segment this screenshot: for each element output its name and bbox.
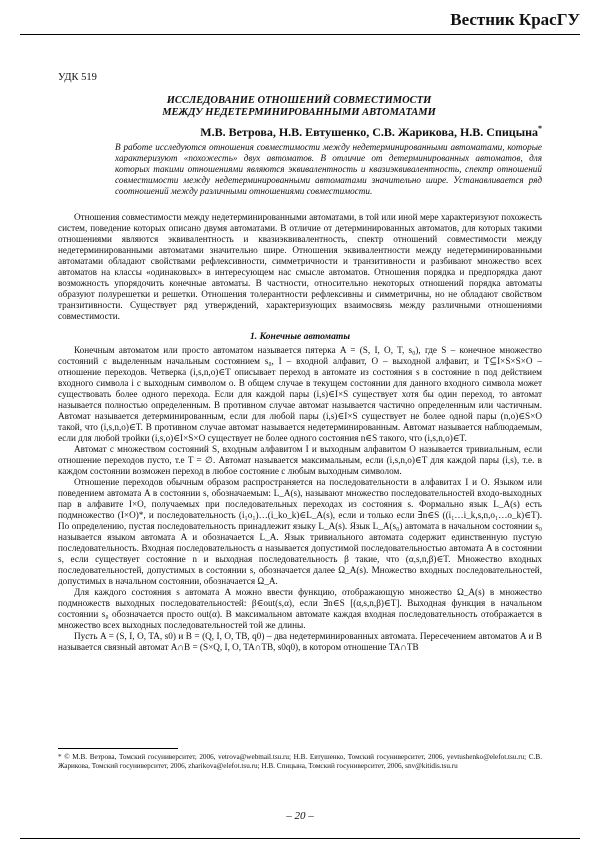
paragraph-4: Для каждого состояния s автомата A можно ввести функцию, отображающую множество Ω_A(s) в множество подмножеств выходных последовательностей: β∈out(s,α), если ∃n∈S [(α,s,n,β)∈T]. Выходная функция в начальном состоянии s₀ обозначается просто out(α). В максимальном автомате каждая входная последовательность отображается в множество всех выходных последовательностей той же длины. — [58, 587, 542, 630]
abstract: В работе исследуются отношения совместимости между недетерминированными автоматами, которые характеризуют «похожесть» двух автоматов. В отличие от детерминированных автоматов, для которых такими отношениями являются эквивалентность и квазиэквивалентность, спектр отношений совместимости между недетерминированными автоматами значительно шире. Устанавливается ряд соотношений между различными отношениями совместимости. — [115, 142, 542, 196]
section-title: 1. Конечные автоматы — [249, 331, 350, 342]
paragraph-2: Автомат с множеством состояний S, входным алфавитом I и выходным алфавитом O называется тривиальным, если отношение переходов пусто, т.е T = ∅. Автомат называется максимальным, если (i,s,n,o)∈T для каждой пары (i,s), т.е. в каждом состоянии возможен переход в любое состояние с любым выходным символом. — [58, 444, 542, 476]
authors-names: М.В. Ветрова, Н.В. Евтушенко, С.В. Жарикова, Н.В. Спицына — [200, 125, 538, 139]
intro-paragraph: Отношения совместимости между недетерминированными автоматами, в той или иной мере характеризуют похожесть систем, поведение которых описано двумя автоматами. В отличие от детерминированных автоматов, для которых такими отношениями являются эквивалентность и квазиэквивалентность, спектр отношений совместимости между недетерминированными автоматами значительно шире. Отношения эквивалентности между недетерминированными автоматами обладают свойствами рефлексивности, симметричности и транзитивности и разбивают множество всех автоматов на классы «одинаковых» в интересующем нас смысле автоматов. Отношения порядка и предпорядка дают возможность упорядочить конечные автоматы. В частности, относительно некоторых отношений порядка автоматы образуют полурешетки и решетки. Отношения толерантности рефлексивны и симметричны, но не обладают свойством транзитивности. Существует ряд утверждений, характеризующих взаимосвязь между различными отношениями совместимости. — [58, 212, 542, 321]
page-number: – 20 – — [286, 810, 314, 822]
article-title — [58, 95, 540, 119]
section-body — [58, 345, 542, 653]
authors — [58, 124, 542, 140]
journal-title: Вестник КрасГУ — [450, 10, 580, 29]
footnote-rule — [58, 748, 178, 749]
udk-code: УДК 519 — [58, 72, 97, 83]
paragraph-1: Конечным автоматом или просто автоматом называется пятерка A = (S, I, O, T, s₀), где S – конечное множество состояний с выделенным начальным состоянием s₀, I – входной алфавит, O – выходной алфавит, и T⊆I×S×S×O – отношение переходов. Четверка (i,s,n,o)∈T описывает переход в автомате из состояния s в состояние n под действием входного символа i с выходным символом o. В общем случае в текущем состоянии для данного входного символа может существовать более одного перехода. Если для каждой пары (i,s)∈I×S существует хотя бы один переход, то автомат называется полностью определенным. В противном случае автомат называется частично определенным или частичным. Автомат называется детерминированным, если для любой пары (i,s)∈I×S существует не более одной пары (n,o)∈S×O такой, что (i,s,n,o)∈T. В противном случае автомат называется недетерминированным. Автомат называется наблюдаемым, если для любой тройки (i,s,o)∈I×S×O существует не более одного состояния n∈S такого, что (i,s,n,o)∈T. — [58, 345, 542, 443]
top-rule — [20, 34, 580, 35]
paragraph-5: Пусть A = (S, I, O, TA, s0) и B = (Q, I, O, TB, q0) – два недетерминированных автомата. Пересечением автоматов A и B называется связный автомат A∩B = (S×Q, I, O, TA∩TB, s0q0), в котором отношение TA∩TB — [58, 631, 542, 652]
title-line-2: МЕЖДУ НЕДЕТЕРМИНИРОВАННЫМИ АВТОМАТАМИ — [162, 107, 436, 118]
authors-footnote-mark: * — [538, 124, 542, 133]
bottom-rule — [20, 838, 580, 839]
intro-text — [58, 212, 542, 322]
title-line-1: ИССЛЕДОВАНИЕ ОТНОШЕНИЙ СОВМЕСТИМОСТИ — [166, 95, 432, 106]
footnote: * © М.В. Ветрова, Томский госуниверситет, 2006, vetrova@webmail.tsu.ru; Н.В. Евтушенко, Томский госуниверситет, 2006, yevtushenko@elefot.tsu.ru; С.В. Жарикова, Томский госуниверситет, 2006, zharikova@elefot.tsu.ru; Н.В. Спицына, Томский госуниверситет, 2006, snv@kitidis.tsu.ru — [58, 753, 542, 770]
paragraph-3: Отношение переходов обычным образом распространяется на последовательности в алфавитах I и O. Языком или поведением автомата A в состоянии s, обозначаемым: L_A(s), называют множество последовательностей входо-выходных пар в алфавите I×O, получаемых при последовательных переходах из состояния s. Формально язык L_A(s) есть подмножество (I×O)*, и последовательность (i₁o₁)…(i_ko_k)∈L_A(s), если и только если ∃n∈S ((i₁…i_k,s,n,o₁…o_k)∈T). По определению, пустая последовательность принадлежит языку L_A(s). Язык L_A(s₀) автомата в начальном состоянии s₀ называется языком автомата A и обозначается L_A. Язык тривиального автомата содержит единственную пустую последовательность. Входная последовательность α называется допустимой последовательностью автомата A в состоянии s, если существует состояние n и выходная последовательность β такие, что (α,s,n,β)∈T. Множество входных последовательностей, допустимых в состоянии s, обозначается далее Ω_A(s). Множество входных последовательностей, допустимых в начальном состоянии, обозначается Ω_A. — [58, 477, 542, 586]
